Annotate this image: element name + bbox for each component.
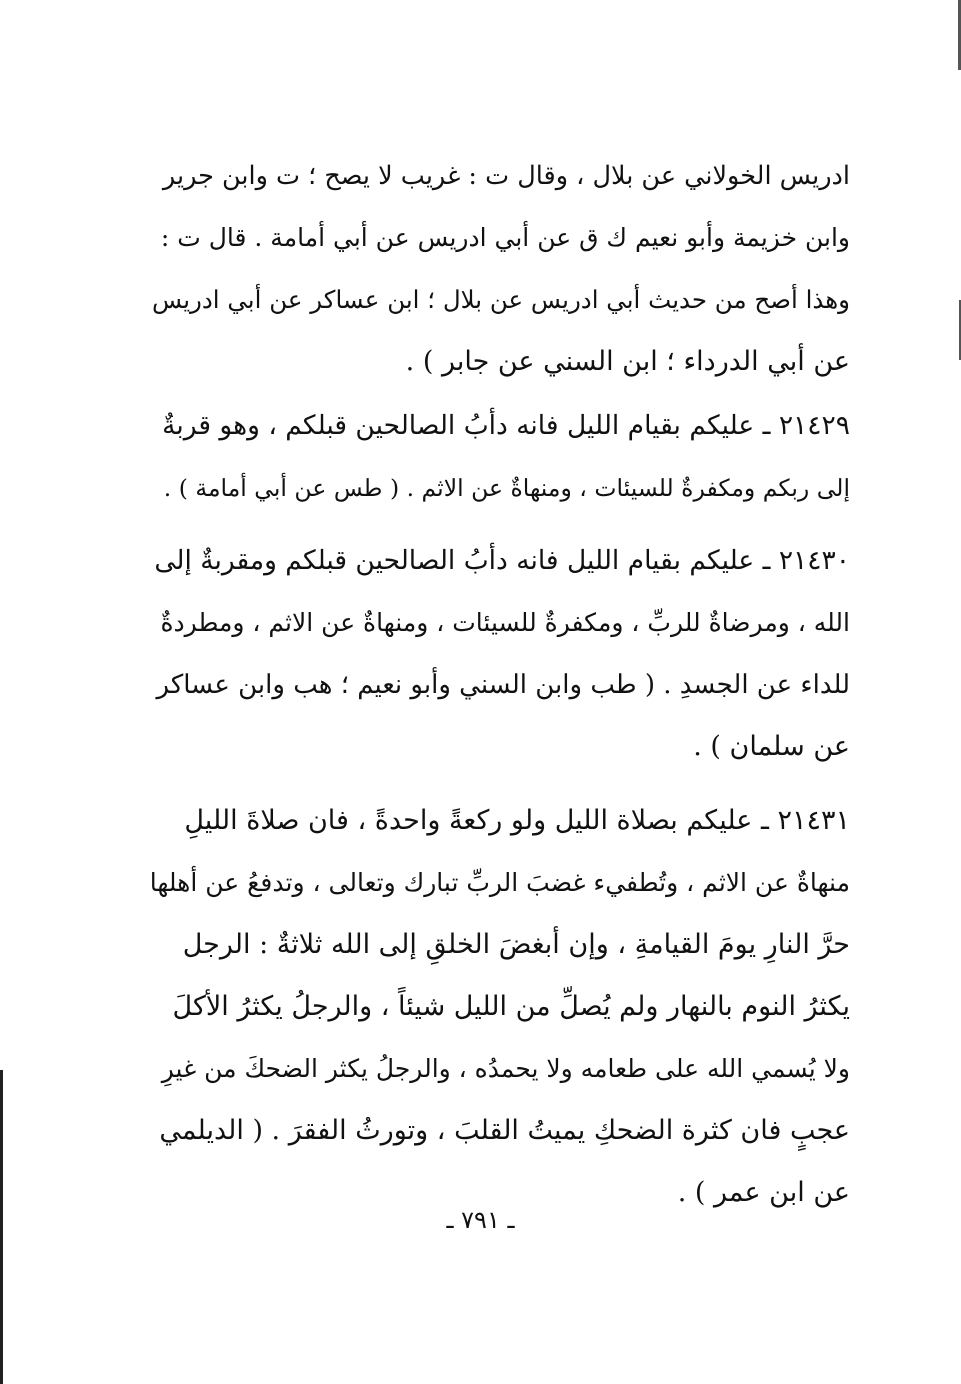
scan-edge-mark [0, 1070, 3, 1384]
text-line: منهاةٌ عن الاثم ، وتُطفيء غضبَ الربِّ تبارك وتعالى ، وتدفعُ عن أهلها [149, 868, 850, 897]
text-line: حرَّ النارِ يومَ القيامةِ ، وإن أبغضَ الخلقِ إلى الله ثلاثةٌ : الرجل [182, 929, 850, 960]
paragraph-continuation [150, 145, 850, 393]
page-number: ـ ٧٩١ ـ [446, 1206, 515, 1234]
hadith-21429 [150, 395, 850, 519]
text-line: للداء عن الجسدِ . ( طب وابن السني وأبو نعيم ؛ هب وابن عساكر [156, 670, 850, 700]
text-line: وهذا أصح من حديث أبي ادريس عن بلال ؛ ابن عساكر عن أبي ادريس [152, 285, 850, 314]
text-line: عن سلمان ) . [693, 731, 850, 762]
text-line: ولا يُسمي الله على طعامه ولا يحمدُه ، والرجلُ يكثر الضحكَ من غيرِ [161, 1054, 850, 1083]
text-line: الله ، ومرضاةٌ للربِّ ، ومكفرةٌ للسيئات ، ومنهاةٌ عن الاثم ، ومطردةٌ [160, 608, 850, 637]
text-line: وابن خزيمة وأبو نعيم ك ق عن أبي ادريس عن أبي أمامة . قال ت : [160, 223, 850, 252]
hadith-21431 [150, 790, 850, 1224]
text-line: ٢١٤٣١ ـ عليكم بصلاة الليل ولو ركعةً واحدةً ، فان صلاةَ الليلِ [184, 805, 850, 836]
hadith-21430 [150, 530, 850, 778]
text-line: عجبٍ فان كثرة الضحكِ يميتُ القلبَ ، وتورثُ الفقرَ . ( الديلمي [159, 1115, 850, 1146]
text-line: ٢١٤٢٩ ـ عليكم بقيام الليل فانه دأبُ الصالحين قبلكم ، وهو قربةٌ [162, 410, 850, 441]
text-line: عن ابن عمر ) . [677, 1177, 850, 1208]
text-line: ٢١٤٣٠ ـ عليكم بقيام الليل فانه دأبُ الصالحين قبلكم ومقربةٌ إلى [154, 545, 850, 576]
text-line: عن أبي الدرداء ؛ ابن السني عن جابر ) . [405, 346, 850, 377]
text-line: ادريس الخولاني عن بلال ، وقال ت : غريب لا يصح ؛ ت وابن جرير [162, 161, 850, 191]
text-line: إلى ربكم ومكفرةٌ للسيئات ، ومنهاةٌ عن الاثم . ( طس عن أبي أمامة ) . [163, 474, 850, 502]
text-line: يكثرُ النوم بالنهار ولم يُصلِّ من الليل شيئاً ، والرجلُ يكثرُ الأكلَ [172, 991, 850, 1022]
